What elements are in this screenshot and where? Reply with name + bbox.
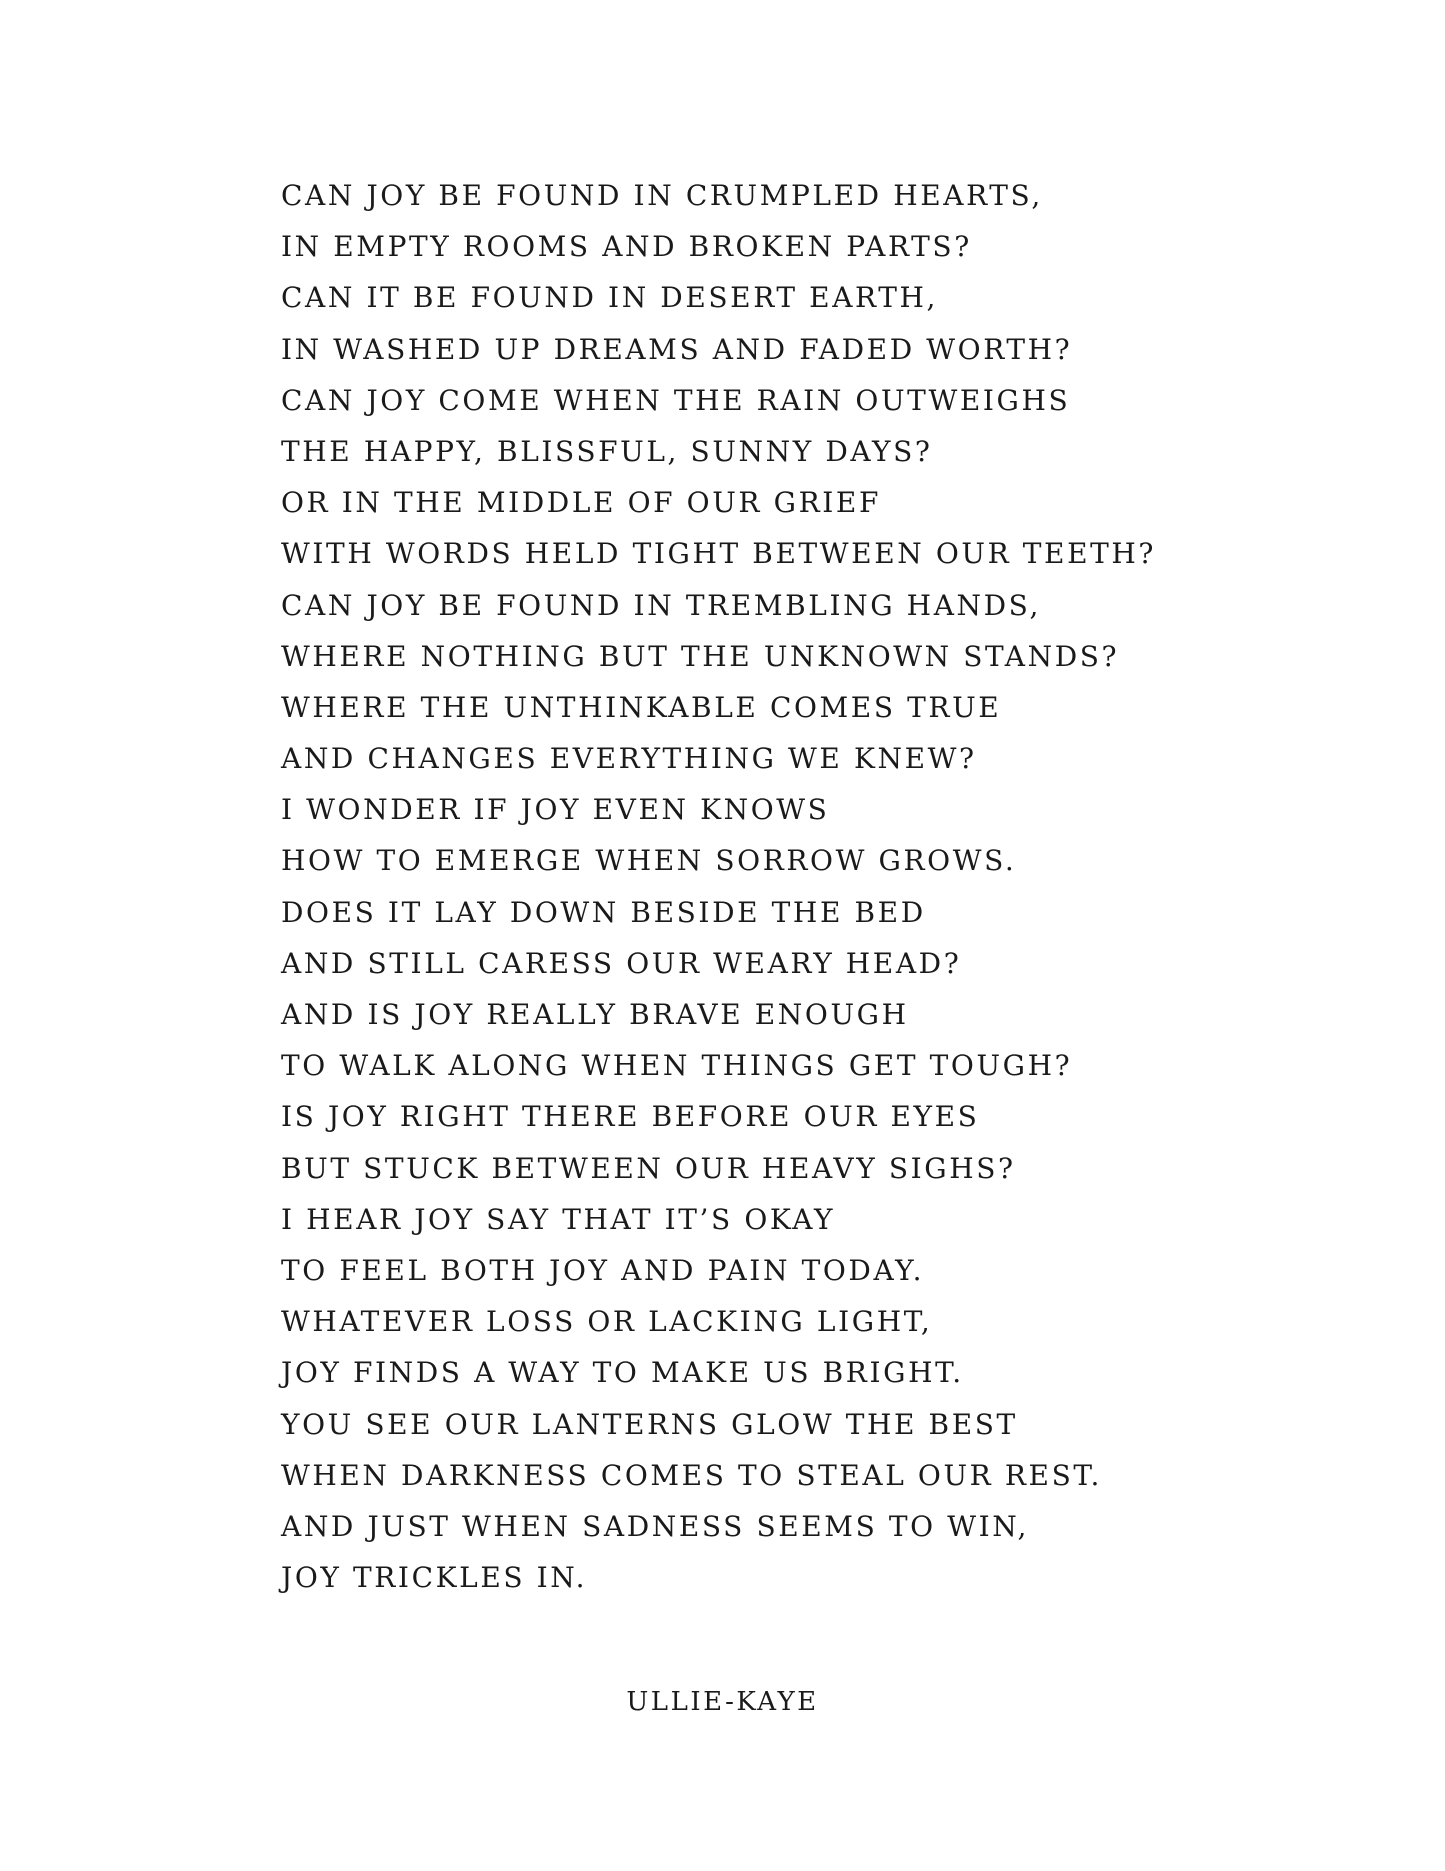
poem-line: JOY FINDS A WAY TO MAKE US BRIGHT. bbox=[281, 1356, 964, 1390]
poem-line: CAN JOY BE FOUND IN TREMBLING HANDS, bbox=[281, 588, 1041, 622]
poem-line: IN EMPTY ROOMS AND BROKEN PARTS? bbox=[281, 230, 972, 264]
poem-line: WHEN DARKNESS COMES TO STEAL OUR REST. bbox=[281, 1458, 1103, 1492]
poem-line: AND JUST WHEN SADNESS SEEMS TO WIN, bbox=[281, 1509, 1030, 1543]
poem-body bbox=[281, 170, 1281, 1603]
poem-line: WHERE THE UNTHINKABLE COMES TRUE bbox=[281, 690, 1002, 724]
poem-line: DOES IT LAY DOWN BESIDE THE BED bbox=[281, 895, 926, 929]
poem-line: IN WASHED UP DREAMS AND FADED WORTH? bbox=[281, 332, 1073, 366]
poem-line: HOW TO EMERGE WHEN SORROW GROWS. bbox=[281, 844, 1017, 878]
poem-line: I WONDER IF JOY EVEN KNOWS bbox=[281, 793, 830, 827]
poem-line: IS JOY RIGHT THERE BEFORE OUR EYES bbox=[281, 1100, 980, 1134]
poem-line: YOU SEE OUR LANTERNS GLOW THE BEST bbox=[281, 1407, 1018, 1441]
poem-line: OR IN THE MIDDLE OF OUR GRIEF bbox=[281, 486, 881, 520]
poem-line: WHERE NOTHING BUT THE UNKNOWN STANDS? bbox=[281, 639, 1120, 673]
poem-line: CAN JOY COME WHEN THE RAIN OUTWEIGHS bbox=[281, 383, 1071, 417]
poem-line: WHATEVER LOSS OR LACKING LIGHT, bbox=[281, 1305, 933, 1339]
poem-line: AND IS JOY REALLY BRAVE ENOUGH bbox=[281, 998, 909, 1031]
poem-line: THE HAPPY, BLISSFUL, SUNNY DAYS? bbox=[281, 434, 933, 468]
poem-line: WITH WORDS HELD TIGHT BETWEEN OUR TEETH? bbox=[281, 537, 1157, 571]
poem-line: I HEAR JOY SAY THAT IT’S OKAY bbox=[281, 1202, 836, 1236]
poem-line: TO FEEL BOTH JOY AND PAIN TODAY. bbox=[281, 1253, 925, 1287]
poem-line: BUT STUCK BETWEEN OUR HEAVY SIGHS? bbox=[281, 1151, 1016, 1185]
poem-line: TO WALK ALONG WHEN THINGS GET TOUGH? bbox=[281, 1049, 1073, 1083]
poem-line: CAN JOY BE FOUND IN CRUMPLED HEARTS, bbox=[281, 179, 1043, 212]
poem-line: AND STILL CARESS OUR WEARY HEAD? bbox=[281, 946, 962, 980]
poem-line: AND CHANGES EVERYTHING WE KNEW? bbox=[281, 742, 977, 776]
poem-line: CAN IT BE FOUND IN DESERT EARTH, bbox=[281, 281, 939, 315]
poem-line: JOY TRICKLES IN. bbox=[281, 1561, 588, 1595]
author-signature: ULLIE-KAYE bbox=[626, 1687, 819, 1717]
